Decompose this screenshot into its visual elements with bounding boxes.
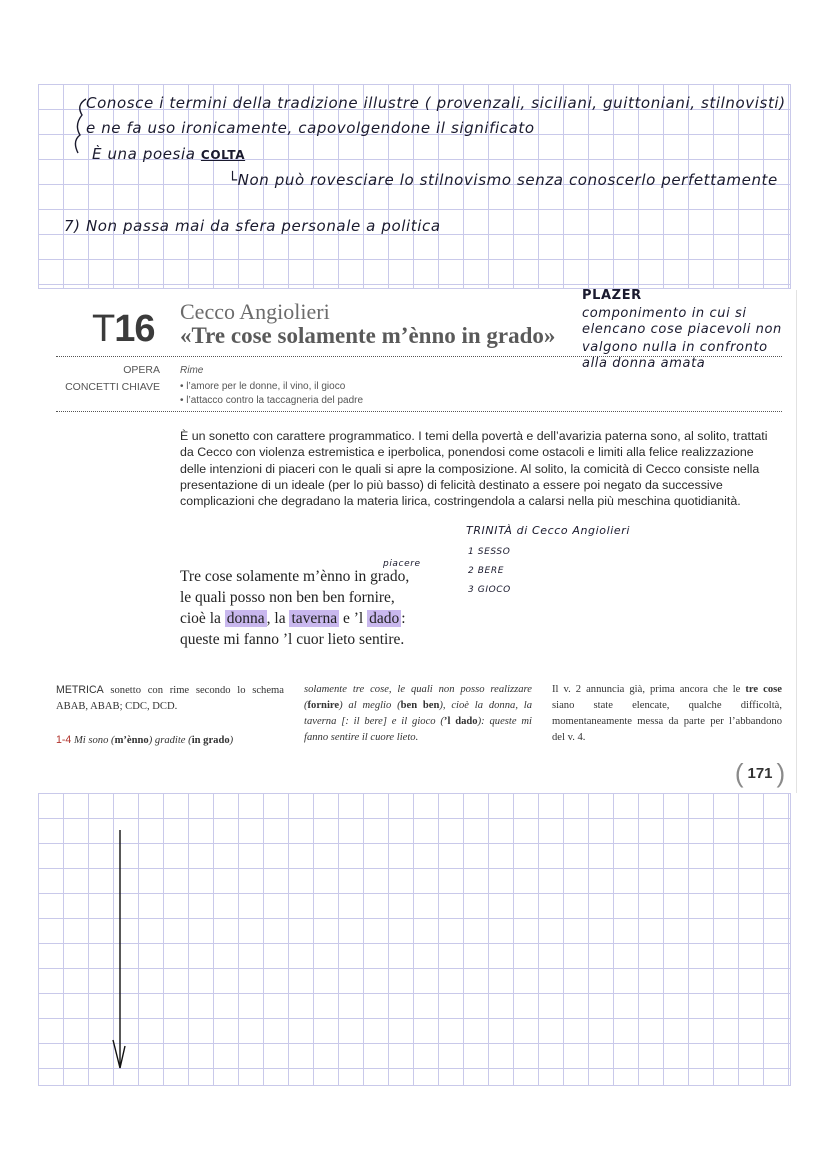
note-line-5: 7) Non passa mai da sfera personale a politica	[64, 217, 441, 235]
trinita-item-2: 2 BERE	[468, 566, 504, 576]
divider-bottom	[56, 411, 782, 412]
grid-paper-bottom	[38, 793, 791, 1086]
text-code: T16	[92, 308, 155, 350]
verse-4: queste mi fanno ’l cuor lieto sentire.	[180, 631, 405, 648]
opera-value: Rime	[180, 365, 204, 376]
trinita-title: TRINITÀ di Cecco Angiolieri	[466, 524, 631, 537]
plazer-line-1: componimento in cui si	[582, 306, 747, 321]
concetti-item-1: • l’amore per le donne, il vino, il gioco	[180, 381, 346, 392]
verse-3: cioè la donna , la taverna e ’l dado :	[180, 610, 406, 627]
trinita-item-3: 3 GIOCO	[468, 585, 511, 595]
footnote-col-1-ref: 1-4 Mi sono (m’ènno) gradite (in grado)	[56, 734, 234, 746]
opera-label: OPERA	[123, 364, 160, 376]
poem-title: «Tre cose solamente m’ènno in grado»	[180, 323, 556, 348]
concetti-label: CONCETTI CHIAVE	[65, 381, 160, 393]
footnote-col-3: Il v. 2 annuncia già, prima ancora che le tre cose siano state elencate, qualche difficoltà, momentaneamente messa da parte per l’abbandono del v. 4.	[552, 684, 782, 743]
note-line-1: Conosce i termini della tradizione illustre ( provenzali, siciliani, guittoniani, stilnovisti)	[86, 94, 786, 112]
verse-2: le quali posso non ben ben fornire,	[180, 589, 395, 606]
plazer-line-3: valgono nulla in confronto	[582, 340, 768, 355]
page-number: ( 171 )	[734, 757, 786, 788]
trinita-item-1: 1 SESSO	[468, 547, 511, 557]
author-name: Cecco Angiolieri	[180, 299, 330, 324]
note-line-2: e ne fa uso ironicamente, capovolgendone il significato	[86, 119, 535, 137]
plazer-line-2: elencano cose piacevoli non	[582, 322, 782, 337]
page-edge	[796, 290, 797, 793]
concetti-item-2: • l’attacco contro la taccagneria del padre	[180, 395, 364, 406]
highlight-dado: dado	[369, 610, 400, 627]
hand-drawn-arrow	[108, 828, 132, 1078]
note-line-4: └Non può rovesciare lo stilnovismo senza conoscerlo perfettamente	[228, 171, 778, 189]
intro-paragraph: È un sonetto con carattere programmatico. I temi della povertà e dell’avarizia paterna sono, al solito, trattati da Cecco con violenza estremistica e iperbolica, ponendosi come ostacoli e limiti alla felice realizzazione delle intenzioni di piaceri con le quali si apre la composizione. Al solito, la comicità di Cecco consiste nella presentazione di un ideale (per lo più basso) di felicità destinato a essere poi negato da successive complicazioni che degradano la materia lirica, costringendola a calarsi nella più meschina quotidianità.	[180, 429, 768, 509]
footnote-col-1: METRICA sonetto con rime secondo lo schema ABAB, ABAB; CDC, DCD.	[56, 684, 284, 712]
piacere-annotation: piacere	[383, 559, 421, 569]
plazer-title: PLAZER	[582, 288, 642, 303]
colta-highlight: COLTA	[200, 148, 246, 162]
plazer-line-4: alla donna amata	[582, 356, 706, 371]
highlight-taverna: taverna	[291, 610, 338, 627]
highlight-donna: donna	[226, 610, 265, 627]
divider-top	[56, 356, 782, 357]
note-line-3: È una poesia COLTA	[92, 145, 246, 163]
verse-1: Tre cose solamente m’ènno in grado,	[180, 568, 410, 585]
footnote-col-2: solamente tre cose, le quali non posso realizzare (fornire) al meglio (ben ben), cioè la donna, la taverna [: il bere] e il gioco (’l dado): queste mi fanno sentire il cuore lieto.	[304, 684, 532, 743]
